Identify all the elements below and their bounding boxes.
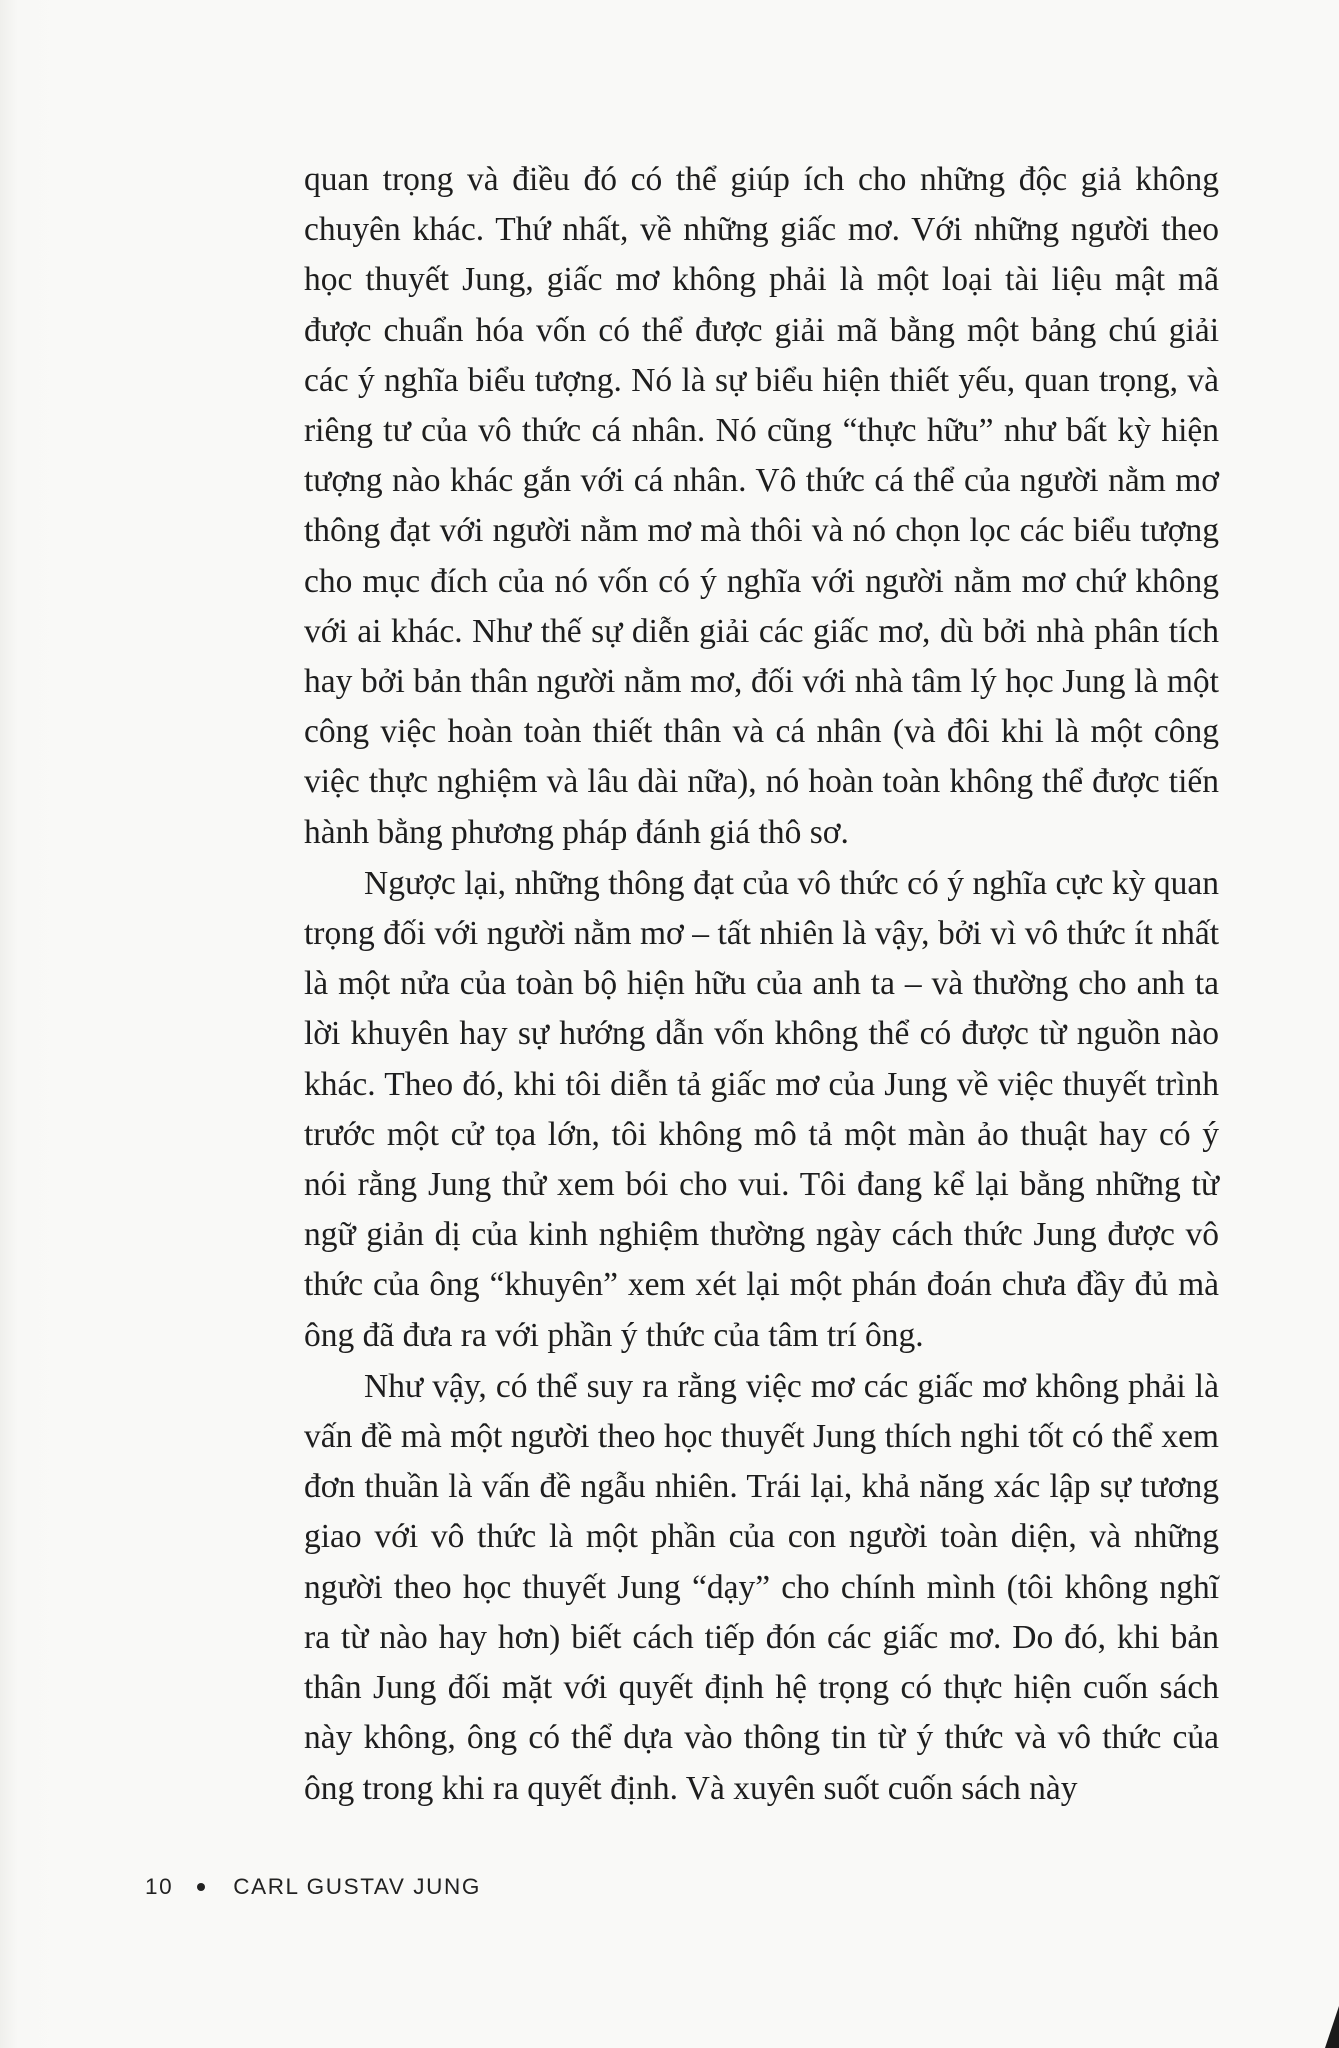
running-head: CARL GUSTAV JUNG bbox=[233, 1874, 481, 1899]
page-number: 10 bbox=[145, 1874, 174, 1899]
page-corner-mark bbox=[1325, 2006, 1339, 2048]
paragraph-1: quan trọng và điều đó có thể giúp ích cho những độc giả không chuyên khác. Thứ nhất, về những giấc mơ. Với những người theo học thuyết Jung, giấc mơ không phải là một loại tài liệu mật mã được chuẩn hóa vốn có thể được giải mã bằng một bảng chú giải các ý nghĩa biểu tượng. Nó là sự biểu hiện thiết yếu, quan trọng, và riêng tư của vô thức cá nhân. Nó cũng “thực hữu” như bất kỳ hiện tượng nào khác gắn với cá nhân. Vô thức cá thể của người nằm mơ thông đạt với người nằm mơ mà thôi và nó chọn lọc các biểu tượng cho mục đích của nó vốn có ý nghĩa với người nằm mơ chứ không với ai khác. Như thế sự diễn giải các giấc mơ, dù bởi nhà phân tích hay bởi bản thân người nằm mơ, đối với nhà tâm lý học Jung là một công việc hoàn toàn thiết thân và cá nhân (và đôi khi là một công việc thực nghiệm và lâu dài nữa), nó hoàn toàn không thể được tiến hành bằng phương pháp đánh giá thô sơ. bbox=[304, 161, 1219, 851]
paragraph-3: Như vậy, có thể suy ra rằng việc mơ các giấc mơ không phải là vấn đề mà một người theo học thuyết Jung thích nghi tốt có thể xem đơn thuần là vấn đề ngẫu nhiên. Trái lại, khả năng xác lập sự tương giao với vô thức là một phần của con người toàn diện, và những người theo học thuyết Jung “dạy” cho chính mình (tôi không nghĩ ra từ nào hay hơn) biết cách tiếp đón các giấc mơ. Do đó, khi bản thân Jung đối mặt với quyết định hệ trọng có thực hiện cuốn sách này không, ông có thể dựa vào thông tin từ ý thức và vô thức của ông trong khi ra quyết định. Và xuyên suốt cuốn sách này bbox=[304, 1367, 1219, 1807]
bullet-separator-icon bbox=[197, 1883, 205, 1891]
page-footer bbox=[145, 1867, 481, 1907]
body-text bbox=[304, 155, 1219, 1814]
paragraph-2: Ngược lại, những thông đạt của vô thức có ý nghĩa cực kỳ quan trọng đối với người nằm mơ – tất nhiên là vậy, bởi vì vô thức ít nhất là một nửa của toàn bộ hiện hữu của anh ta – và thường cho anh ta lời khuyên hay sự hướng dẫn vốn không thể có được từ nguồn nào khác. Theo đó, khi tôi diễn tả giấc mơ của Jung về việc thuyết trình trước một cử tọa lớn, tôi không mô tả một màn ảo thuật hay có ý nói rằng Jung thử xem bói cho vui. Tôi đang kể lại bằng những từ ngữ giản dị của kinh nghiệm thường ngày cách thức Jung được vô thức của ông “khuyên” xem xét lại một phán đoán chưa đầy đủ mà ông đã đưa ra với phần ý thức của tâm trí ông. bbox=[304, 864, 1219, 1354]
